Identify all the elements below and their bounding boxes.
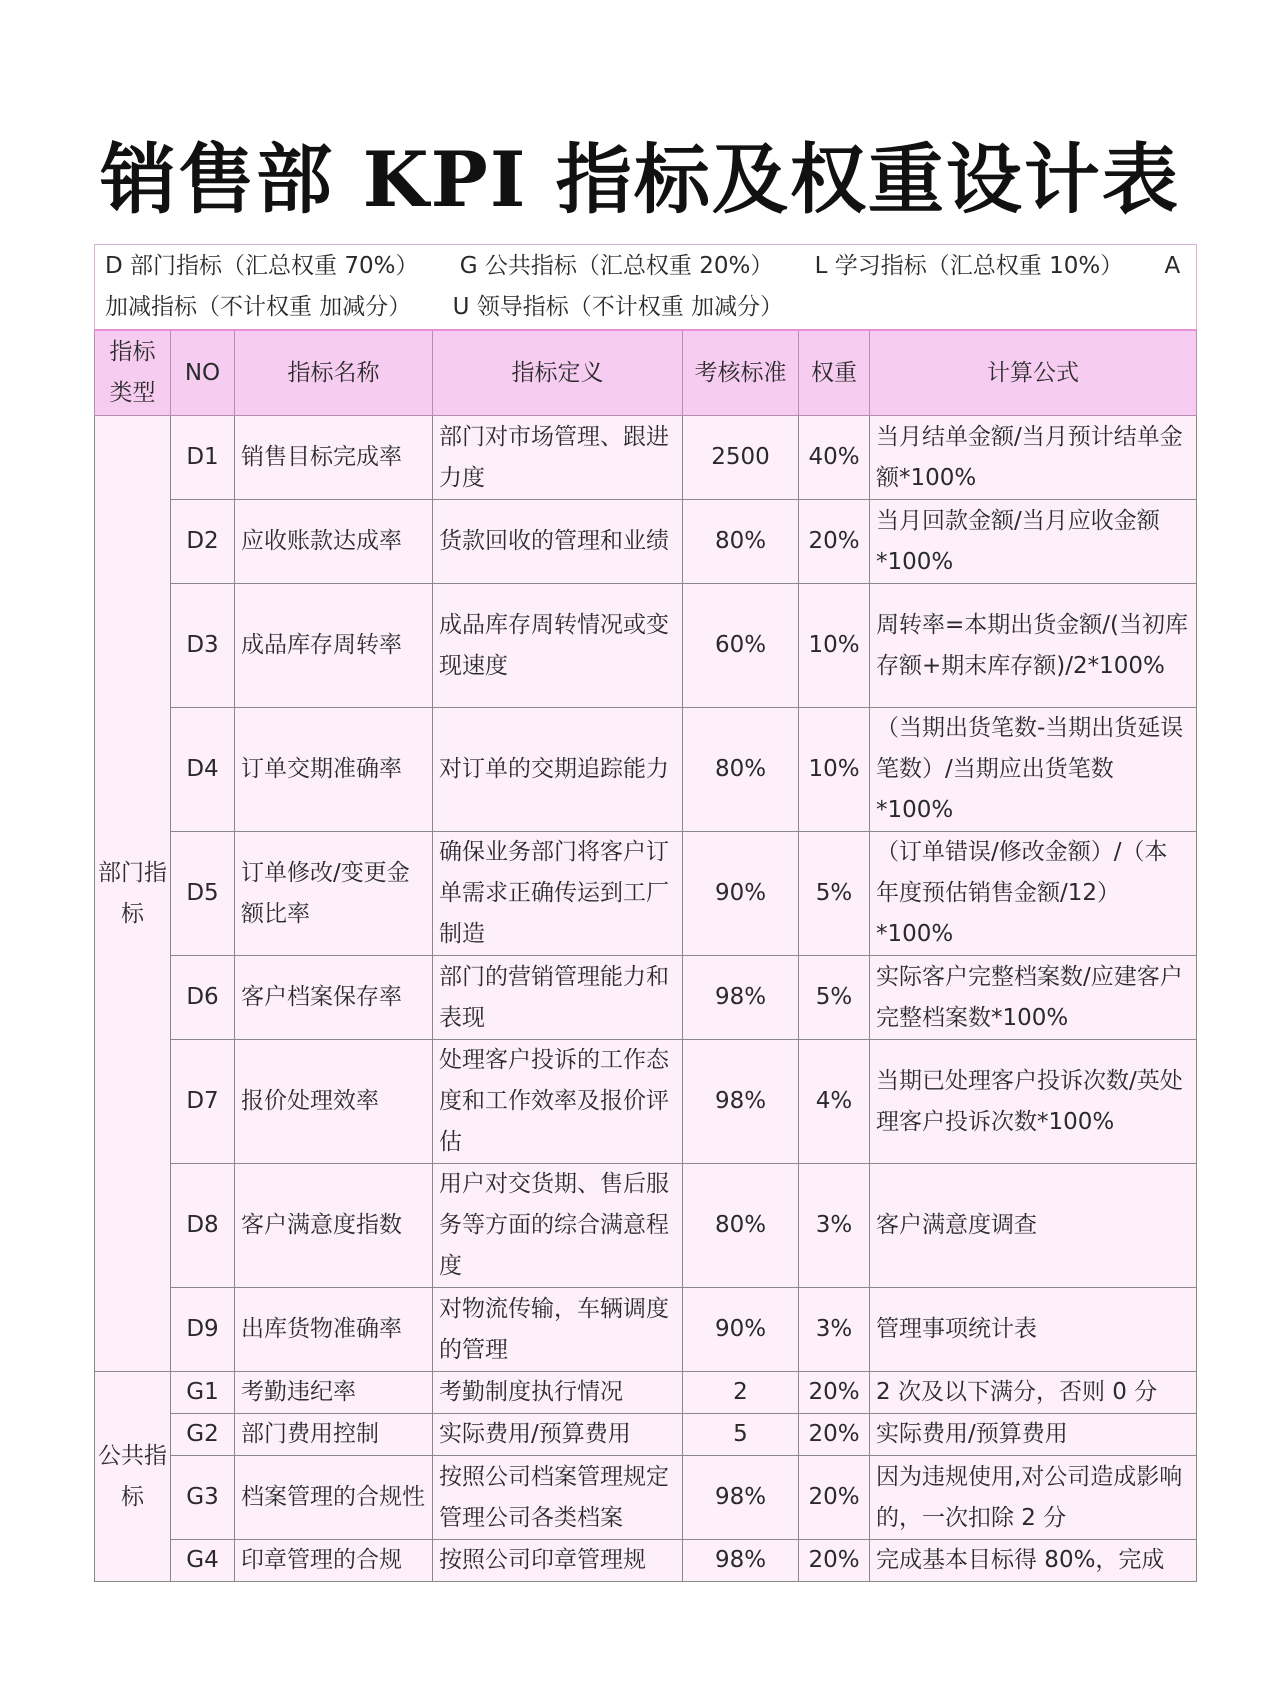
table-row: [95, 1288, 1197, 1372]
cell-formula: 客户满意度调查: [870, 1164, 1197, 1288]
cell-weight: 5%: [799, 956, 870, 1040]
legend-item-dept: D 部门指标（汇总权重 70%）: [105, 253, 419, 279]
cell-no: D6: [171, 956, 235, 1040]
cell-name: 客户满意度指数: [235, 1164, 433, 1288]
table-row: [95, 1414, 1197, 1456]
cell-standard: 98%: [683, 1456, 799, 1540]
cell-standard: 90%: [683, 1288, 799, 1372]
cell-formula: 当期已处理客户投诉次数/英处理客户投诉次数*100%: [870, 1040, 1197, 1164]
cell-weight: 20%: [799, 1414, 870, 1456]
cell-no: D1: [171, 416, 235, 500]
table-row: [95, 584, 1197, 708]
cell-standard: 98%: [683, 956, 799, 1040]
category-public: 公共指标: [95, 1372, 171, 1582]
cell-name: 出库货物准确率: [235, 1288, 433, 1372]
cell-formula: 完成基本目标得 80%，完成: [870, 1540, 1197, 1582]
cell-standard: 5: [683, 1414, 799, 1456]
cell-name: 部门费用控制: [235, 1414, 433, 1456]
cell-formula: 因为违规使用,对公司造成影响的，一次扣除 2 分: [870, 1456, 1197, 1540]
cell-name: 应收账款达成率: [235, 500, 433, 584]
cell-weight: 20%: [799, 500, 870, 584]
header-formula: 计算公式: [870, 330, 1197, 416]
cell-weight: 10%: [799, 708, 870, 832]
cell-name: 档案管理的合规性: [235, 1456, 433, 1540]
cell-weight: 20%: [799, 1540, 870, 1582]
cell-definition: 确保业务部门将客户订单需求正确传运到工厂制造: [433, 832, 683, 956]
header-standard: 考核标准: [683, 330, 799, 416]
cell-weight: 4%: [799, 1040, 870, 1164]
legend-item-leader: U 领导指标（不计权重 加减分）: [452, 294, 784, 320]
cell-formula: 实际费用/预算费用: [870, 1414, 1197, 1456]
cell-weight: 40%: [799, 416, 870, 500]
table-row: [95, 1040, 1197, 1164]
table-row: [95, 1540, 1197, 1582]
cell-standard: 98%: [683, 1040, 799, 1164]
cell-definition: 按照公司档案管理规定管理公司各类档案: [433, 1456, 683, 1540]
table-row: [95, 1456, 1197, 1540]
cell-formula: 周转率=本期出货金额/(当初库存额+期末库存额)/2*100%: [870, 584, 1197, 708]
cell-formula: 2 次及以下满分，否则 0 分: [870, 1372, 1197, 1414]
cell-standard: 2: [683, 1372, 799, 1414]
kpi-table: [94, 244, 1197, 1582]
legend-item-bonus: A 加减指标（不计权重 加减分）: [105, 253, 1181, 320]
table-row: [95, 956, 1197, 1040]
page-title: 销售部 KPI 指标及权重设计表: [100, 135, 1180, 224]
cell-standard: 2500: [683, 416, 799, 500]
table-row: [95, 416, 1197, 500]
cell-standard: 60%: [683, 584, 799, 708]
table-row: [95, 708, 1197, 832]
legend-row: [95, 245, 1197, 331]
table-row: [95, 500, 1197, 584]
cell-definition: 对物流传输，车辆调度的管理: [433, 1288, 683, 1372]
cell-no: D8: [171, 1164, 235, 1288]
table-header-row: [95, 330, 1197, 416]
cell-definition: 处理客户投诉的工作态度和工作效率及报价评估: [433, 1040, 683, 1164]
cell-weight: 5%: [799, 832, 870, 956]
cell-no: G3: [171, 1456, 235, 1540]
cell-weight: 10%: [799, 584, 870, 708]
legend-cell: [95, 245, 1197, 331]
cell-definition: 按照公司印章管理规: [433, 1540, 683, 1582]
cell-no: D4: [171, 708, 235, 832]
cell-definition: 货款回收的管理和业绩: [433, 500, 683, 584]
cell-formula: （订单错误/修改金额）/（本年度预估销售金额/12）*100%: [870, 832, 1197, 956]
table-row: [95, 1372, 1197, 1414]
cell-definition: 实际费用/预算费用: [433, 1414, 683, 1456]
cell-no: D3: [171, 584, 235, 708]
header-name: 指标名称: [235, 330, 433, 416]
legend-item-public: G 公共指标（汇总权重 20%）: [459, 253, 774, 279]
cell-name: 报价处理效率: [235, 1040, 433, 1164]
cell-weight: 20%: [799, 1456, 870, 1540]
header-definition: 指标定义: [433, 330, 683, 416]
cell-formula: 管理事项统计表: [870, 1288, 1197, 1372]
header-type: 指标类型: [95, 330, 171, 416]
cell-name: 考勤违纪率: [235, 1372, 433, 1414]
cell-weight: 3%: [799, 1288, 870, 1372]
cell-definition: 部门的营销管理能力和表现: [433, 956, 683, 1040]
cell-formula: 当月回款金额/当月应收金额*100%: [870, 500, 1197, 584]
cell-formula: （当期出货笔数-当期出货延误笔数）/当期应出货笔数*100%: [870, 708, 1197, 832]
cell-name: 印章管理的合规: [235, 1540, 433, 1582]
cell-standard: 80%: [683, 1164, 799, 1288]
cell-definition: 部门对市场管理、跟进力度: [433, 416, 683, 500]
cell-no: G2: [171, 1414, 235, 1456]
cell-definition: 对订单的交期追踪能力: [433, 708, 683, 832]
table-row: [95, 832, 1197, 956]
header-no: NO: [171, 330, 235, 416]
legend-item-learning: L 学习指标（汇总权重 10%）: [814, 253, 1124, 279]
header-weight: 权重: [799, 330, 870, 416]
table-row: [95, 1164, 1197, 1288]
cell-weight: 20%: [799, 1372, 870, 1414]
cell-definition: 用户对交货期、售后服务等方面的综合满意程度: [433, 1164, 683, 1288]
cell-no: D2: [171, 500, 235, 584]
cell-standard: 80%: [683, 500, 799, 584]
cell-standard: 90%: [683, 832, 799, 956]
cell-name: 销售目标完成率: [235, 416, 433, 500]
cell-standard: 98%: [683, 1540, 799, 1582]
cell-name: 订单修改/变更金额比率: [235, 832, 433, 956]
cell-weight: 3%: [799, 1164, 870, 1288]
cell-no: D7: [171, 1040, 235, 1164]
category-dept: 部门指标: [95, 416, 171, 1372]
cell-name: 订单交期准确率: [235, 708, 433, 832]
cell-no: D5: [171, 832, 235, 956]
cell-name: 成品库存周转率: [235, 584, 433, 708]
cell-no: D9: [171, 1288, 235, 1372]
cell-no: G1: [171, 1372, 235, 1414]
cell-definition: 考勤制度执行情况: [433, 1372, 683, 1414]
cell-name: 客户档案保存率: [235, 956, 433, 1040]
cell-no: G4: [171, 1540, 235, 1582]
cell-formula: 当月结单金额/当月预计结单金额*100%: [870, 416, 1197, 500]
cell-formula: 实际客户完整档案数/应建客户完整档案数*100%: [870, 956, 1197, 1040]
cell-standard: 80%: [683, 708, 799, 832]
cell-definition: 成品库存周转情况或变现速度: [433, 584, 683, 708]
